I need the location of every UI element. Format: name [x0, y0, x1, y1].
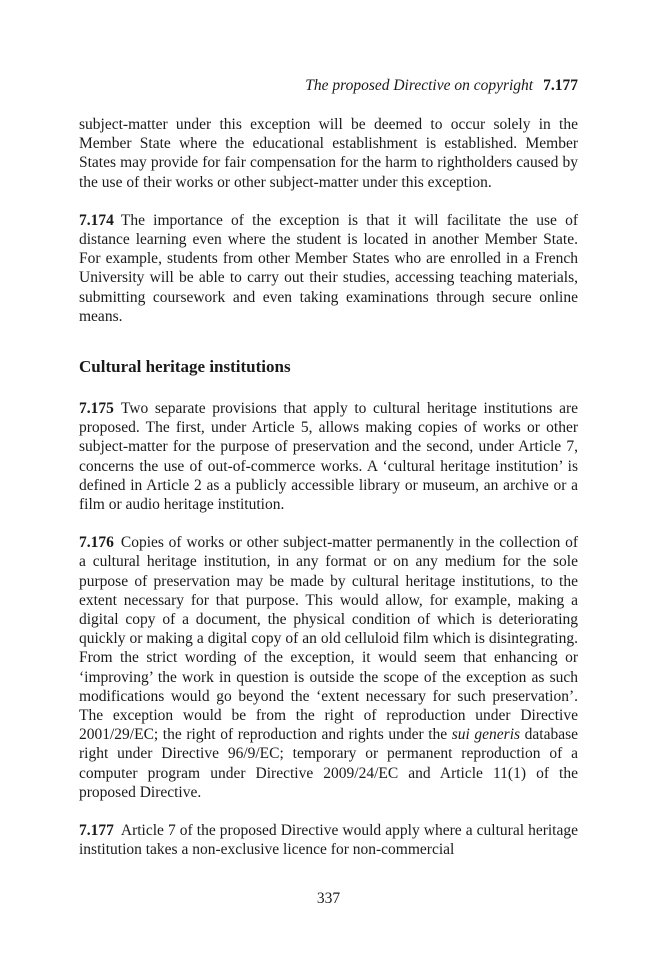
paragraph-7-175	[79, 399, 578, 514]
running-head-title: The proposed Directive on copyright	[305, 77, 534, 94]
paragraph-text: Article 7 of the proposed Directive would apply where a cultural heritage institution takes a non-exclusive licence for non-commercial	[79, 822, 578, 859]
paragraph-number: 7.177	[79, 822, 114, 840]
italic-term: sui generis	[451, 726, 521, 744]
paragraph-7-177	[79, 821, 578, 859]
page-number: 337	[316, 890, 341, 907]
paragraph-7-174	[79, 211, 578, 326]
page-body	[79, 115, 578, 860]
continuation-paragraph: subject-matter under this exception will be deemed to occur solely in the Member State where the educational establishment is established. Member States may provide for fair compensation for the harm to rightholders caused by the use of their works or other subject-matter under this exception.	[79, 116, 578, 191]
paragraph-7-176	[79, 533, 578, 802]
paragraph-text-continued: database right under Directive 96/9/EC; temporary or permanent reproduction of a computer program under Directive 2009/24/EC and Article 11(1) of the proposed Directive.	[79, 726, 579, 801]
paragraph-number: 7.174	[79, 211, 114, 229]
paragraph-number: 7.176	[79, 534, 114, 552]
paragraph-text: Two separate provisions that apply to cultural heritage institutions are proposed. The first, under Article 5, allows making copies of works or other subject-matter for the purpose of preservation and the second, under Article 7, concerns the use of out-of-commerce works. A ‘cultural heritage institution’ is defined in Article 2 as a publicly accessible library or museum, an archive or a film or audio heritage institution.	[79, 400, 578, 514]
paragraph-text: The importance of the exception is that it will facilitate the use of distance learning even where the student is located in another Member State. For example, students from other Member States who are enrolled in a French University will be able to carry out their studies, accessing teaching materials, submitting coursework and even taking examinations through secure online means.	[79, 211, 578, 325]
running-head-number: 7.177	[543, 77, 578, 94]
book-page	[79, 0, 578, 975]
running-head	[305, 76, 578, 96]
paragraph-number: 7.175	[79, 400, 114, 418]
paragraph-text: Copies of works or other subject-matter permanently in the collection of a cultural heritage institution, in any format or on any medium for the sole purpose of preservation may be made by cultural heritage institutions, to the extent necessary for that purpose. This would allow, for example, making a digital copy of a document, the physical condition of which is deteriorating quickly or making a digital copy of an old celluloid film which is disintegrating. From the strict wording of the exception, it would seem that enhancing or ‘improving’ the work in question is outside the scope of the exception as such modifications would go beyond the ‘extent necessary for such preservation’. The exception would be from the right of reproduction under Directive 2001/29/EC; the right of reproduction and rights under the	[79, 534, 578, 744]
section-heading: Cultural heritage institutions	[79, 357, 291, 377]
